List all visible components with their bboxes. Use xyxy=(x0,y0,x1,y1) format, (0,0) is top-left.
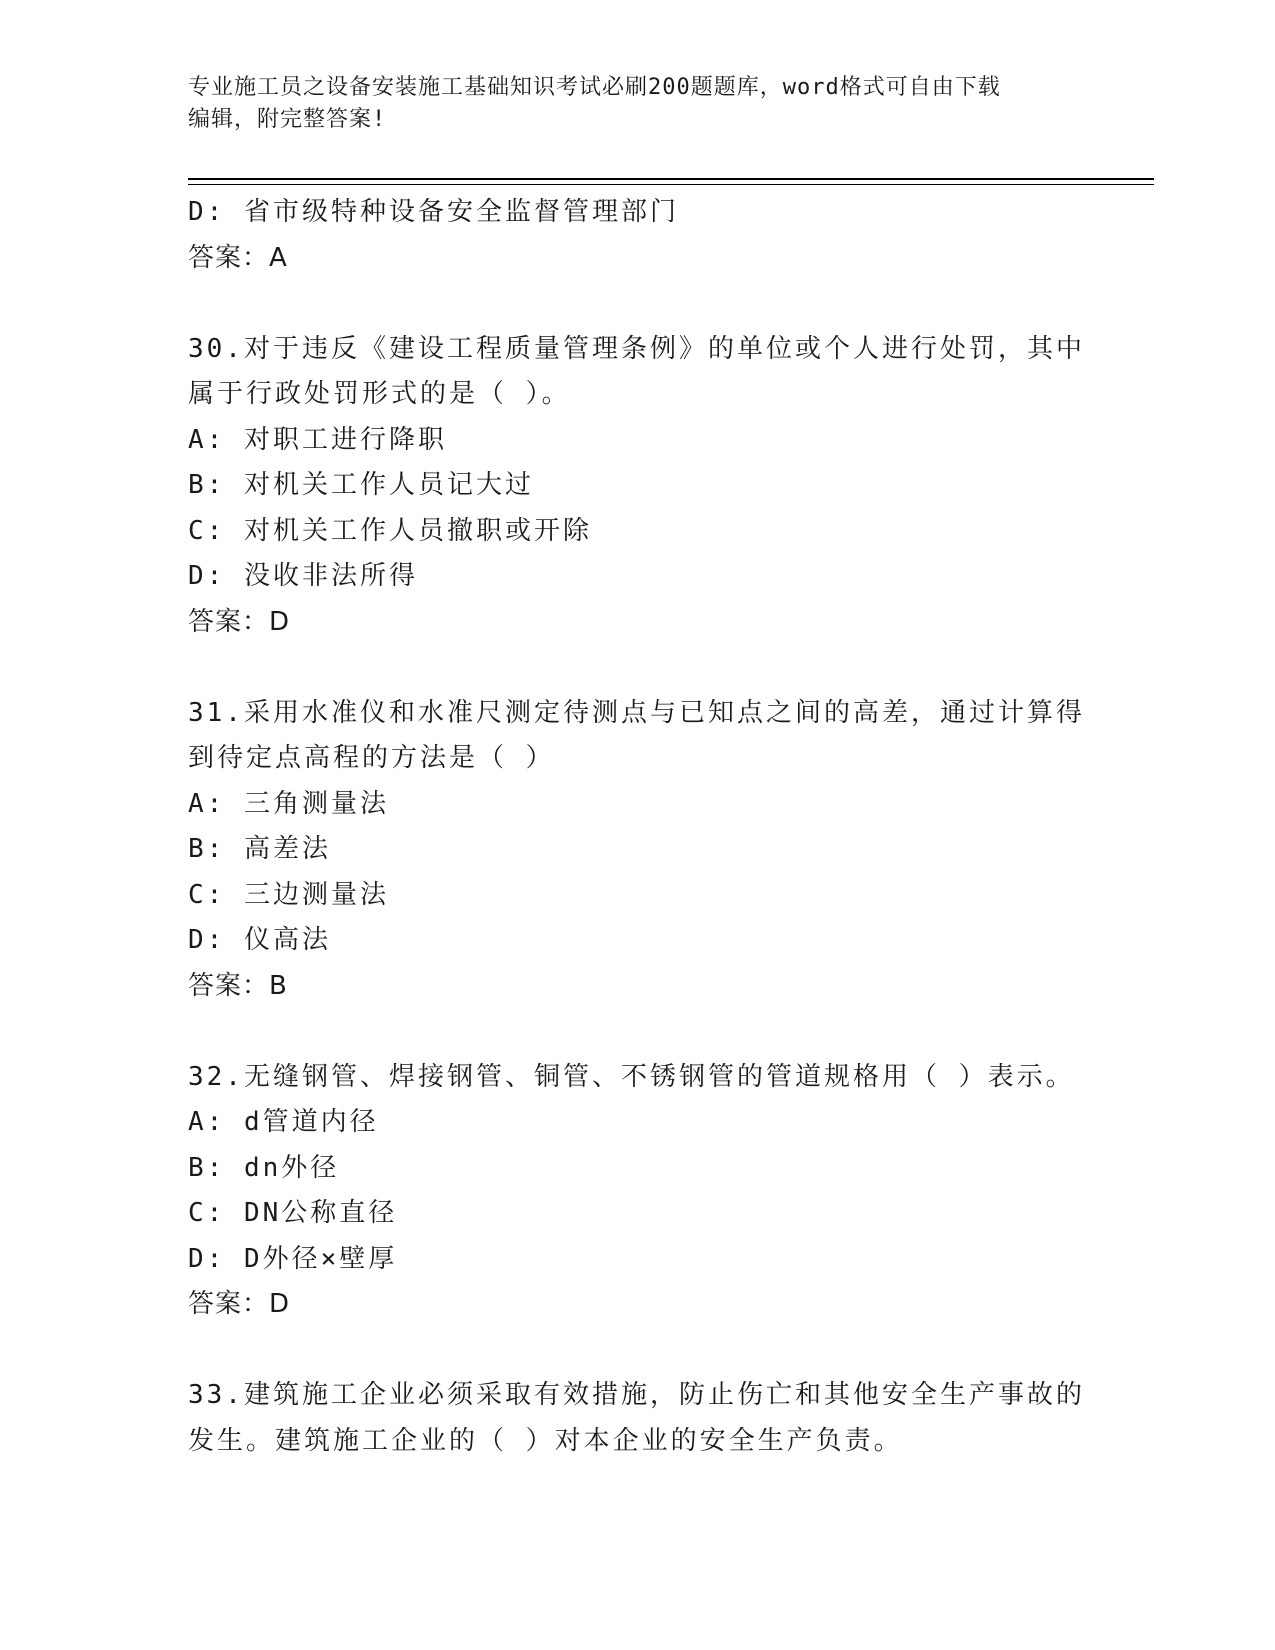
answer: 答案：D xyxy=(188,606,291,637)
spacer xyxy=(188,281,1088,327)
spacer xyxy=(188,645,1088,691)
option-c: C: DN公称直径 xyxy=(188,1198,398,1228)
option-a: A: 对职工进行降职 xyxy=(188,424,447,455)
question-31 xyxy=(188,691,1088,1010)
document-header xyxy=(188,72,1068,136)
option-a: A: 三角测量法 xyxy=(188,788,389,819)
option-c: C: 三边测量法 xyxy=(188,879,389,910)
question-text-line: 32.无缝钢管、焊接钢管、铜管、不锈钢管的管道规格用（ ）表示。 xyxy=(188,1061,1075,1092)
option-d: D: D外径×壁厚 xyxy=(188,1243,398,1274)
spacer xyxy=(188,1009,1088,1055)
prev-option-d: D: 省市级特种设备安全监督管理部门 xyxy=(188,197,679,227)
header-divider-thick xyxy=(188,178,1154,180)
question-text-line: 属于行政处罚形式的是（ ）。 xyxy=(188,379,571,409)
option-b: B: dn外径 xyxy=(188,1152,340,1183)
option-b: B: 高差法 xyxy=(188,834,331,864)
header-line-1: 专业施工员之设备安装施工基础知识考试必刷200题题库，word格式可自由下载 xyxy=(188,75,1001,100)
question-32 xyxy=(188,1055,1088,1328)
document-body xyxy=(188,190,1088,1464)
question-text-line: 31.采用水准仪和水准尺测定待测点与已知点之间的高差，通过计算得 xyxy=(188,697,1085,728)
header-divider-thin xyxy=(188,184,1154,185)
option-d: D: 仪高法 xyxy=(188,925,331,955)
question-text-line: 33.建筑施工企业必须采取有效措施，防止伤亡和其他安全生产事故的 xyxy=(188,1380,1085,1410)
option-b: B: 对机关工作人员记大过 xyxy=(188,470,534,500)
question-text-line: 30.对于违反《建设工程质量管理条例》的单位或个人进行处罚，其中 xyxy=(188,333,1085,364)
header-line-2: 编辑，附完整答案! xyxy=(188,107,387,132)
option-c: C: 对机关工作人员撤职或开除 xyxy=(188,515,592,546)
option-d: D: 没收非法所得 xyxy=(188,561,418,591)
question-30 xyxy=(188,327,1088,646)
question-33 xyxy=(188,1373,1088,1464)
prev-answer: 答案：A xyxy=(188,242,288,273)
option-a: A: d管道内径 xyxy=(188,1107,379,1137)
question-text-line: 发生。建筑施工企业的（ ）对本企业的安全生产负责。 xyxy=(188,1425,903,1456)
spacer xyxy=(188,1328,1088,1374)
question-text-line: 到待定点高程的方法是（ ） xyxy=(188,743,555,773)
answer: 答案：D xyxy=(188,1289,291,1319)
answer: 答案：B xyxy=(188,970,288,1001)
